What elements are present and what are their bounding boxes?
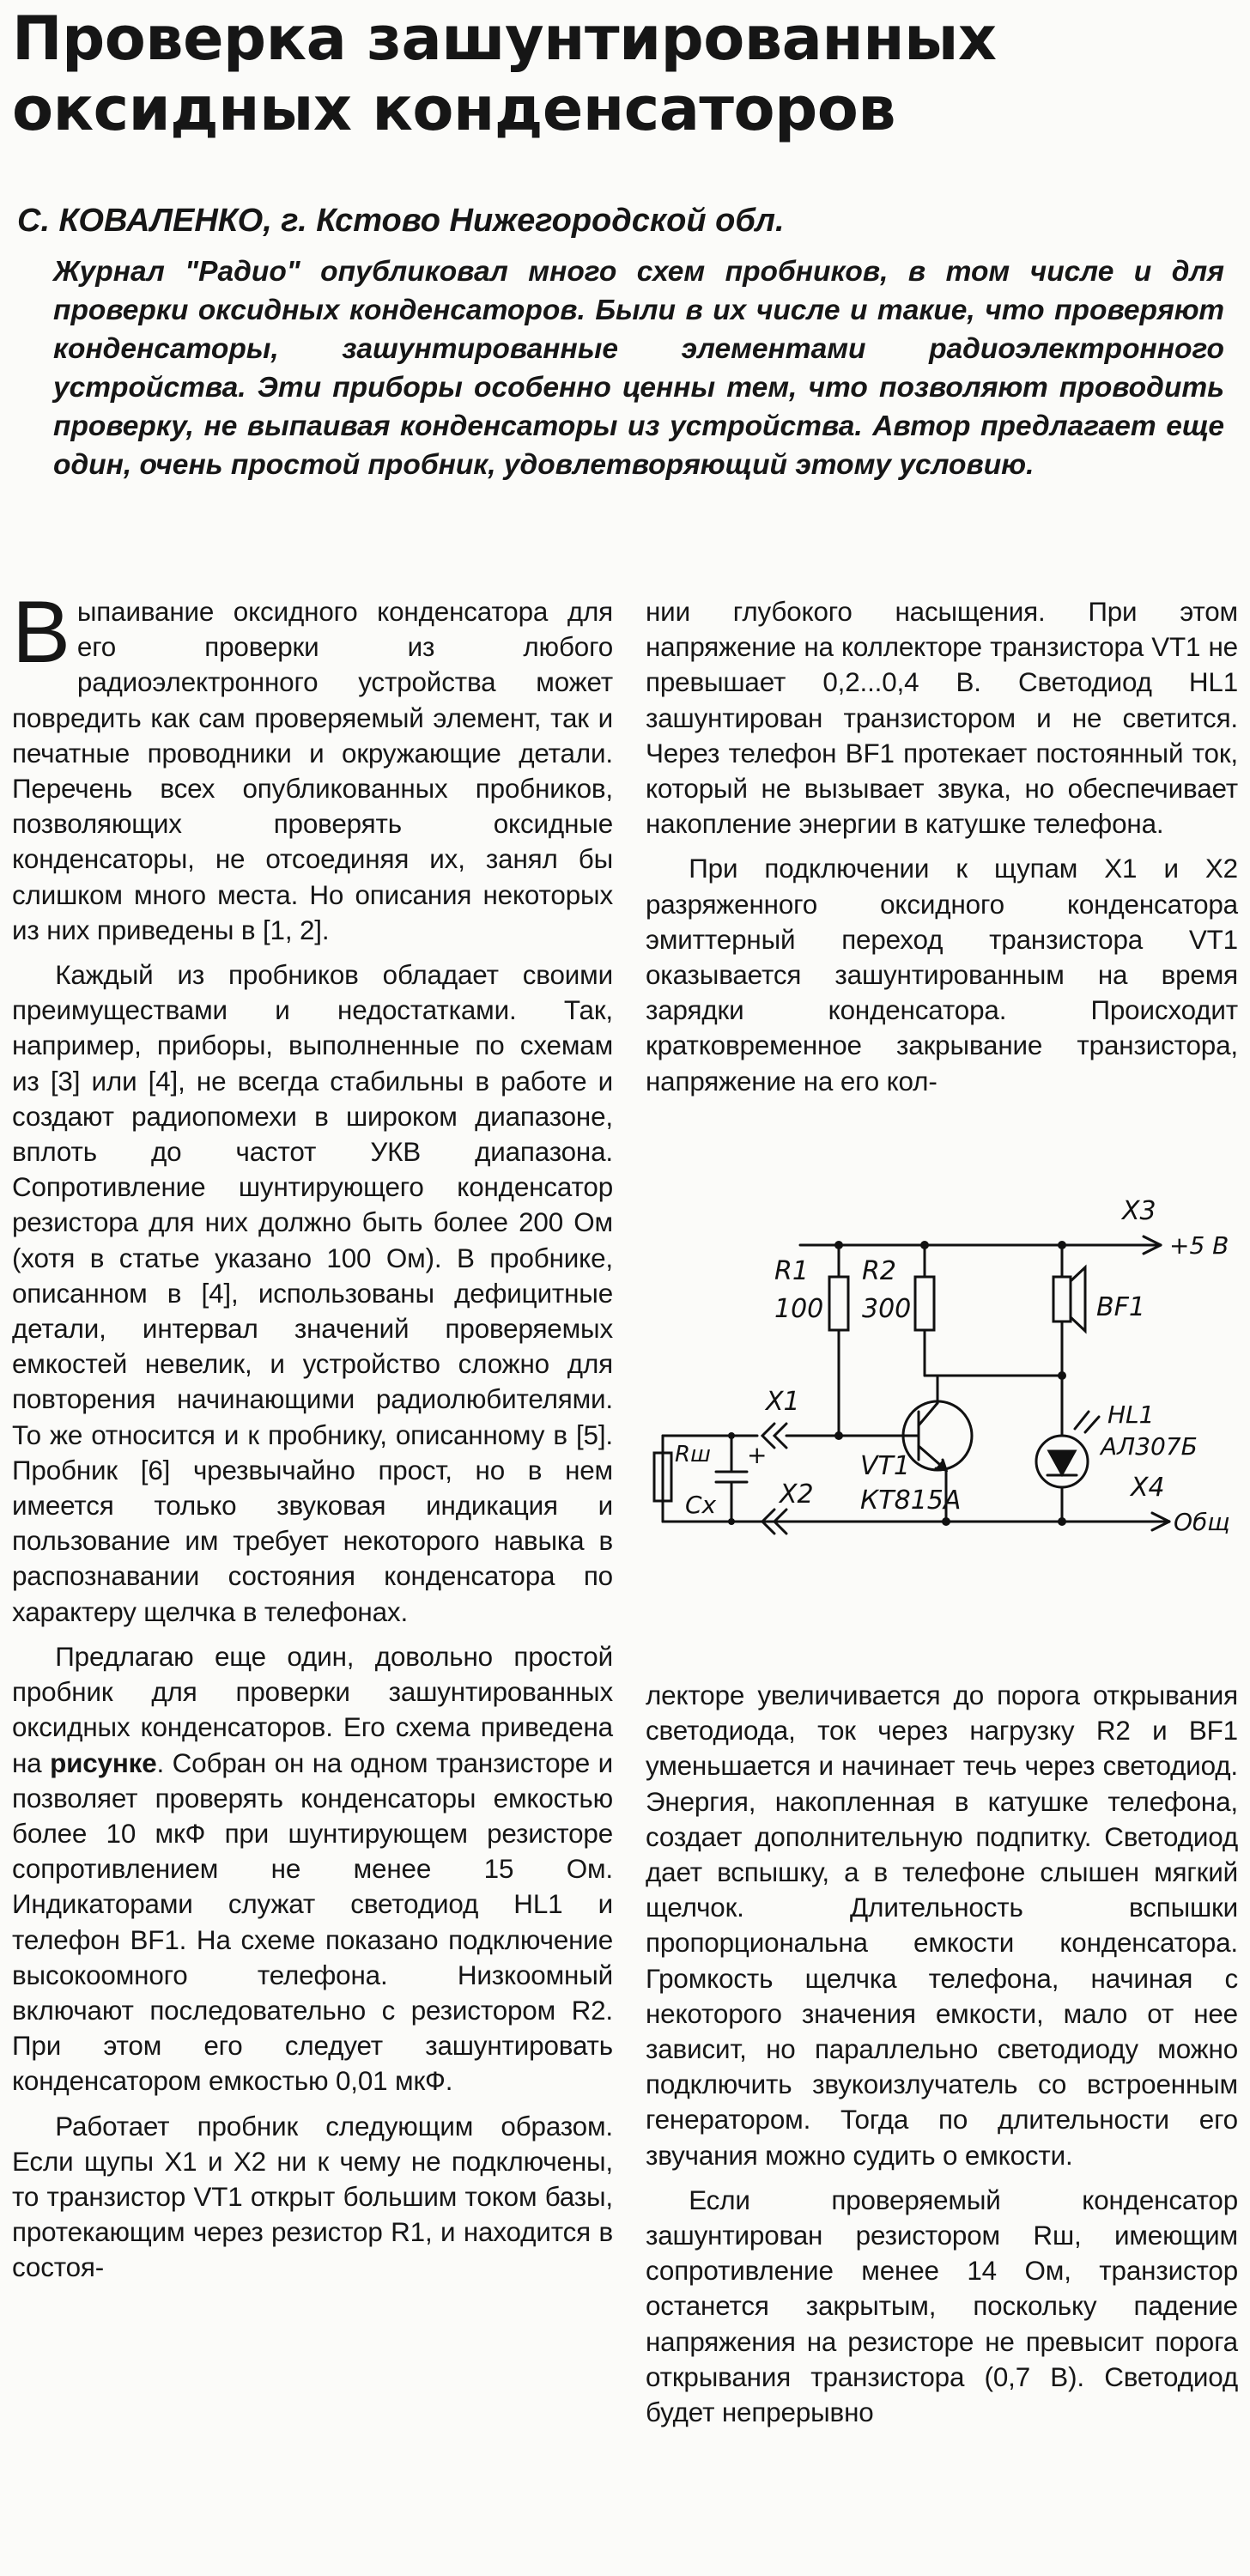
- paragraph-shunt-resistor: Если проверяемый конденсатор зашунтирован резистором Rш, имеющим сопротивление менее 14 Ом, транзистор останется закрытым, поскольку падение напряжения на резисторе не превысит порога открывания транзистора (0,7 В). Светодиод будет непрерывно: [646, 2184, 1238, 2428]
- paragraph-saturation: нии глубокого насыщения. При этом напряжение на коллекторе транзистора VT1 не превышает 0,2...0,4 В. Светодиод HL1 зашунтирован транзистором и не светится. Через телефон BF1 протекает постоянный ток, который не вызывает звука, но обеспечивает накопление энергии в катушке телефона.: [646, 597, 1238, 840]
- paragraph-proposal-b: . Собран он на одном транзисторе и позволяет проверять конденсаторы емкостью более 10 мкФ при шунтирующем резисторе сопротивлением не менее 15 Ом. Индикаторами служат светодиод HL1 и телефон BF1. На схеме показано подключение высокоомного телефона. Низкоомный включают последовательно с резистором R2. При этом его следует зашунтировать конденсатором емкостью 0,01 мкФ.: [12, 1747, 613, 2097]
- label-rsh: Rш: [675, 1442, 711, 1467]
- right-column-bottom: [646, 1678, 1238, 2430]
- r2-resistor-symbol: [915, 1277, 934, 1330]
- paragraph-charging: При подключении к щупам X1 и X2 разряженного оксидного конденсатора эмиттерный переход транзистора VT1 оказывается зашунтированным на время зарядки конденсатора. Происходит кратковременное закрывание транзистора, напряжение на его кол-: [646, 854, 1238, 1097]
- label-vt1: VT1: [860, 1451, 910, 1481]
- label-vt1-type: КТ815А: [860, 1485, 962, 1516]
- left-column: [12, 583, 613, 2286]
- paragraph-led-flash: лекторе увеличивается до порога открывания светодиода, ток через нагрузку R2 и BF1 уменьшается и начинает течь через светодиод. Энергия, накопленная в катушке телефона, создает дополнительную подпитку. Светодиод дает вспышку, а в телефоне слышен мягкий щелчок. Длительность вспышки пропорциональна емкости конденсатора. Громкость щелчка телефона, начиная с некоторого значения емкости, мало от нее зависит, но параллельно светодиоду можно подключить звукоизлучатель со встроенным генератором. Тогда по длительности его звучания можно судить о емкости.: [646, 1680, 1238, 2171]
- label-hl1-type: АЛ307Б: [1101, 1432, 1198, 1461]
- figure-reference: рисунке: [50, 1747, 157, 1778]
- paragraph-proposal-a: Предлагаю еще один, довольно простой пробник для проверки зашунтированных оксидных конденсаторов. Его схема приведена на: [12, 1641, 613, 1778]
- label-x1: X1: [766, 1387, 800, 1417]
- r1-resistor-symbol: [829, 1277, 848, 1330]
- title-line-2: оксидных конденсаторов: [12, 74, 896, 144]
- label-common: Общ: [1174, 1508, 1230, 1536]
- paragraph-intro: [12, 583, 613, 948]
- lead-paragraph: Журнал "Радио" опубликовал много схем пробников, в том числе и для проверки оксидных конденсаторов. Были в их числе и такие, что проверяют конденсаторы, зашунтированные элементами радиоэлектронного устройства. Эти приборы особенно ценны тем, что позволяют проводить проверку, не выпаивая конденсаторы из устройства. Автор предлагает еще один, очень простой пробник, удовлетворяющий этому условию.: [53, 256, 1224, 481]
- article-title: [12, 3, 1240, 144]
- label-r1: R1: [774, 1256, 809, 1286]
- label-cx: Cx: [685, 1491, 717, 1519]
- label-plus: +: [747, 1441, 768, 1469]
- label-plus-5v: +5 В: [1169, 1231, 1229, 1260]
- author-line: С. КОВАЛЕНКО, г. Кстово Нижегородской обл.: [17, 203, 785, 239]
- label-x4: X4: [1131, 1473, 1165, 1503]
- label-bf1: BF1: [1096, 1292, 1145, 1322]
- label-r2-value: 300: [862, 1294, 912, 1324]
- paragraph-proposal: [12, 1639, 613, 2099]
- bf1-telephone-symbol: [1053, 1277, 1071, 1321]
- title-line-1: Проверка зашунтированных: [12, 3, 997, 74]
- circuit-schematic: [646, 1178, 1238, 1582]
- paragraph-operation: Работает пробник следующим образом. Если щупы X1 и X2 ни к чему не подключены, то транзистор VT1 открыт большим током базы, протекающим через резистор R1, и находится в состоя-: [12, 2111, 613, 2283]
- label-x3: X3: [1122, 1196, 1156, 1226]
- paragraph-comparison: Каждый из пробников обладает своими преимуществами и недостатками. Так, например, приборы, выполненные по схемам из [3] или [4], не всегда стабильны в работе и создают радиопомехи в широком диапазоне, вплоть до частот УКВ диапазона. Сопротивление шунтирующего конденсатор резистора для них должно быть более 200 Ом (хотя в статье указано 100 Ом). В пробнике, описанном в [4], использованы дефицитные детали, интервал значений проверяемых емкостей невелик, и устройство сложно для повторения начинающими радиолюбителями. То же относится и к пробнику, описанному в [5]. Пробник [6] чрезвычайно прост, но в нем имеется только звуковая индикация и пользование им требует некоторого навыка в распознавании состояния конденсатора по характеру щелчка в телефонах.: [12, 960, 613, 1627]
- paragraph-intro-text: ыпаивание оксидного конденсатора для его проверки из любого радиоэлектронного устройства может повредить как сам проверяемый элемент, так и печатные проводники и окружающие детали. Перечень всех опубликованных пробников, позволяющих проверять оксидные конденсаторы, не отсоединяя их, занял бы слишком много места. Но описания некоторых из них приведены в [1, 2].: [12, 597, 613, 945]
- label-hl1: HL1: [1107, 1400, 1155, 1429]
- label-x2: X2: [780, 1479, 814, 1510]
- drop-cap: В: [12, 583, 70, 681]
- label-r1-value: 100: [774, 1294, 824, 1324]
- right-column-top: [646, 594, 1238, 1099]
- label-r2: R2: [862, 1256, 896, 1286]
